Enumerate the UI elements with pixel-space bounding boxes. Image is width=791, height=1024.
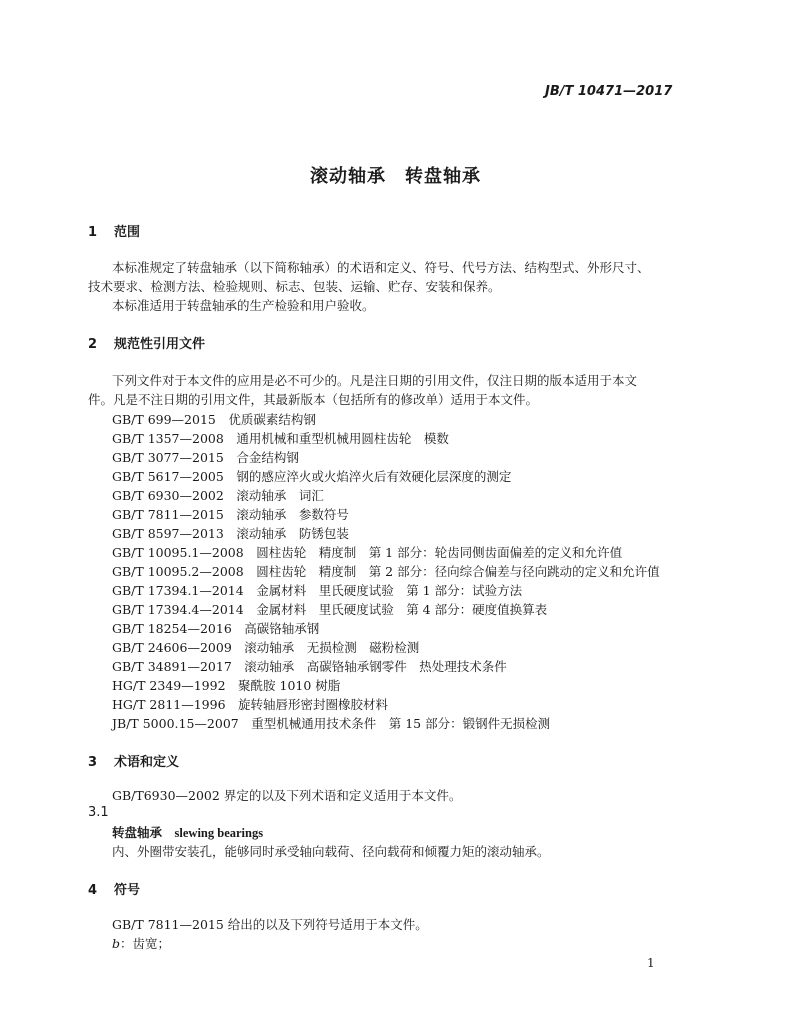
reference-item: HG/T 2811—1996 旋转轴唇形密封圈橡胶材料 xyxy=(112,697,389,712)
term-english: slewing bearings xyxy=(174,826,264,840)
symbols-intro: GB/T 7811—2015 给出的以及下列符号适用于本文件。 xyxy=(112,917,428,932)
page-number: 1 xyxy=(647,956,655,970)
reference-item: GB/T 17394.4—2014 金属材料 里氏硬度试验 第 4 部分：硬度值换算表 xyxy=(112,602,548,617)
section-4-heading xyxy=(88,879,140,898)
document-code: JB/T 10471—2017 xyxy=(545,84,673,99)
section-number: 1 xyxy=(88,225,98,240)
reference-item: GB/T 8597—2013 滚动轴承 防锈包装 xyxy=(112,526,349,541)
section-title: 术语和定义 xyxy=(114,755,180,770)
symbol-description: ：齿宽； xyxy=(120,936,171,951)
section-number: 4 xyxy=(88,883,98,898)
scope-paragraph-line-1: 本标准规定了转盘轴承（以下简称轴承）的术语和定义、符号、代号方法、结构型式、外形尺寸、 xyxy=(112,260,650,275)
scope-paragraph-line-2: 技术要求、检测方法、检验规则、标志、包装、运输、贮存、安装和保养。 xyxy=(88,279,501,294)
section-title: 符号 xyxy=(114,883,141,898)
symbol-entry xyxy=(112,934,170,953)
section-title: 规范性引用文件 xyxy=(114,337,206,352)
references-intro-line-1: 下列文件对于本文件的应用是必不可少的。凡是注日期的引用文件，仅注日期的版本适用于本文 xyxy=(112,373,638,388)
references-intro-line-2: 件。凡是不注日期的引用文件，其最新版本（包括所有的修改单）适用于本文件。 xyxy=(88,392,539,407)
term-chinese: 转盘轴承 xyxy=(112,825,163,840)
reference-item: HG/T 2349—1992 聚酰胺 1010 树脂 xyxy=(112,678,341,693)
reference-item: GB/T 3077—2015 合金结构钢 xyxy=(112,450,299,465)
document-title: 滚动轴承 转盘轴承 xyxy=(310,166,481,187)
reference-item: GB/T 17394.1—2014 金属材料 里氏硬度试验 第 1 部分：试验方法 xyxy=(112,583,523,598)
reference-item: GB/T 10095.2—2008 圆柱齿轮 精度制 第 2 部分：径向综合偏差与径向跳动的定义和允许值 xyxy=(112,564,660,579)
section-3-heading xyxy=(88,751,179,770)
section-title: 范围 xyxy=(114,225,141,240)
section-1-heading xyxy=(88,221,140,240)
reference-item: GB/T 10095.1—2008 圆柱齿轮 精度制 第 1 部分：轮齿同侧齿面偏差的定义和允许值 xyxy=(112,545,623,560)
terms-intro: GB/T6930—2002 界定的以及下列术语和定义适用于本文件。 xyxy=(112,788,462,803)
term-definition: 内、外圈带安装孔，能够同时承受轴向载荷、径向载荷和倾覆力矩的滚动轴承。 xyxy=(112,844,550,859)
reference-item: JB/T 5000.15—2007 重型机械通用技术条件 第 15 部分：锻钢件无损检测 xyxy=(112,716,551,731)
term-entry xyxy=(112,823,263,843)
scope-paragraph-2: 本标准适用于转盘轴承的生产检验和用户验收。 xyxy=(112,298,375,313)
subsection-number: 3.1 xyxy=(88,805,109,820)
section-number: 3 xyxy=(88,755,98,770)
reference-item: GB/T 24606—2009 滚动轴承 无损检测 磁粉检测 xyxy=(112,640,420,655)
symbol-letter: b xyxy=(112,936,121,951)
reference-item: GB/T 5617—2005 钢的感应淬火或火焰淬火后有效硬化层深度的测定 xyxy=(112,469,512,484)
reference-item: GB/T 1357—2008 通用机械和重型机械用圆柱齿轮 模数 xyxy=(112,431,449,446)
reference-item: GB/T 7811—2015 滚动轴承 参数符号 xyxy=(112,507,349,522)
reference-item: GB/T 6930—2002 滚动轴承 词汇 xyxy=(112,488,324,503)
reference-item: GB/T 34891—2017 滚动轴承 高碳铬轴承钢零件 热处理技术条件 xyxy=(112,659,507,674)
section-2-heading xyxy=(88,333,205,352)
section-number: 2 xyxy=(88,337,98,352)
reference-item: GB/T 18254—2016 高碳铬轴承钢 xyxy=(112,621,320,636)
reference-item: GB/T 699—2015 优质碳素结构钢 xyxy=(112,412,316,427)
